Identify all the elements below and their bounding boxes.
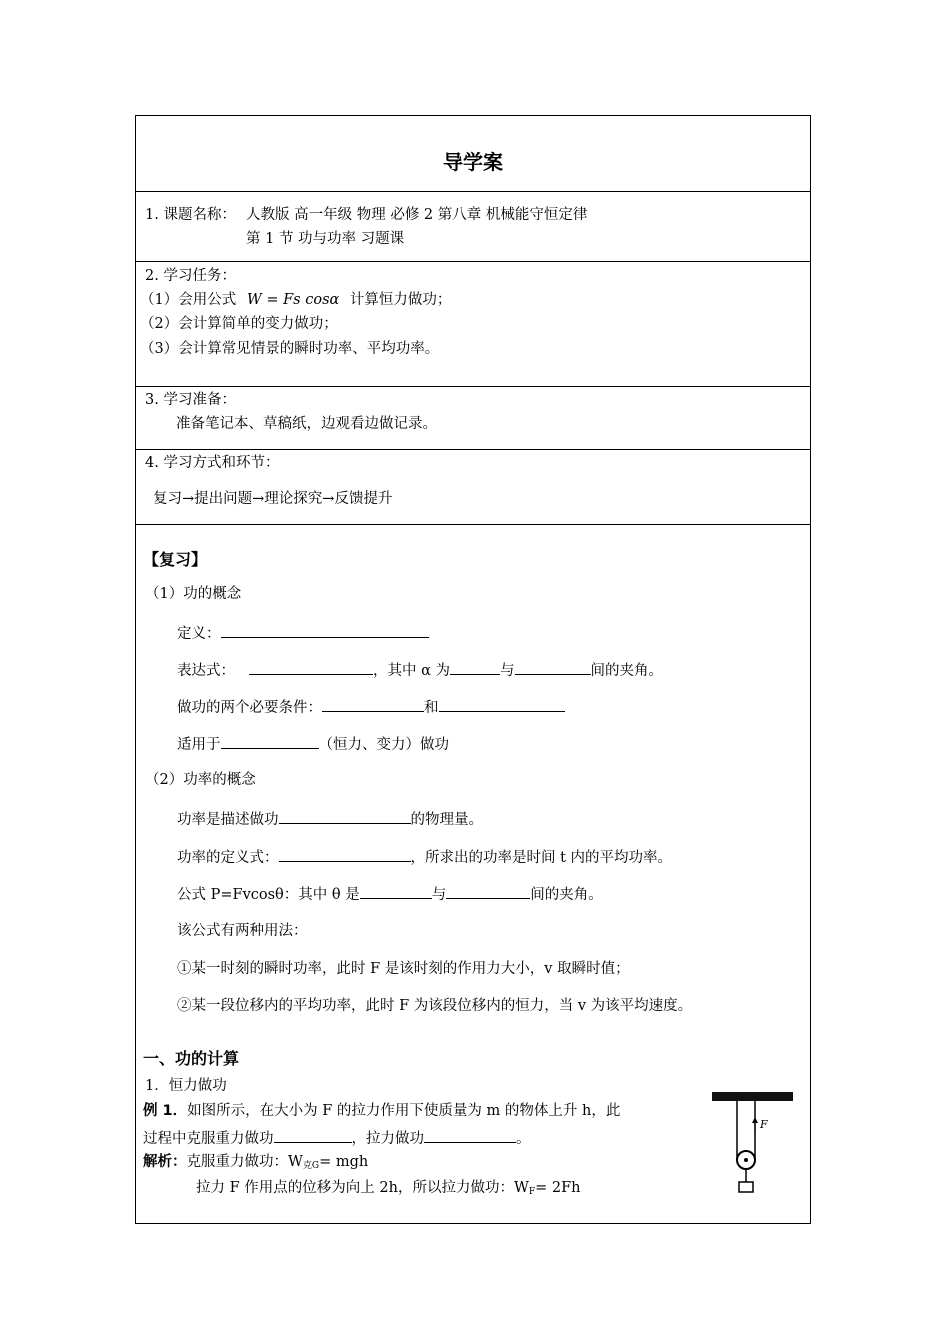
gravity-work-blank[interactable] (274, 1128, 352, 1143)
section1-heading: 一、功的计算 (143, 1049, 240, 1068)
review-heading: 【复习】 (143, 550, 208, 569)
apply-end: （恒力、变力）做功 (318, 737, 449, 753)
power-def-line (177, 847, 672, 867)
apply-label: 适用于 (177, 737, 221, 753)
mass-block (739, 1182, 753, 1192)
pulley-figure (710, 1090, 795, 1200)
task1-formula: W = Fs cosα (246, 292, 340, 308)
task-item-3: （3）会计算常见情景的瞬时功率、平均功率。 (140, 341, 440, 357)
example-line-2 (143, 1128, 531, 1148)
use-1: ①某一时刻的瞬时功率，此时 F 是该时刻的作用力大小，v 取瞬时值； (177, 961, 630, 977)
force-label: F (760, 1118, 768, 1131)
cond-label: 做功的两个必要条件： (177, 700, 322, 716)
task-item-1 (140, 291, 451, 309)
cond-and: 和 (424, 700, 439, 716)
section1-sub: 1．恒力做功 (145, 1078, 227, 1094)
task-item-2: （2）会计算简单的变力做功； (140, 316, 338, 332)
power-desc-b: 的物理量。 (410, 812, 483, 828)
formula-line (177, 884, 603, 904)
solution-line-1 (143, 1153, 368, 1175)
cond-blank-2[interactable] (439, 697, 565, 712)
solution-2-subscript: F (528, 1187, 536, 1197)
theta-blank-2[interactable] (446, 884, 530, 899)
def-line (177, 623, 429, 643)
prep-text: 准备笔记本、草稿纸，边观看边做记录。 (176, 416, 437, 432)
power-def-b: ，所求出的功率是时间 t 内的平均功率。 (410, 850, 673, 866)
theta-blank-1[interactable] (360, 884, 432, 899)
formula-a: 公式 P=Fvcosθ：其中 θ 是 (177, 887, 360, 903)
def-blank[interactable] (221, 623, 429, 638)
course-line2: 第 1 节 功与功率 习题课 (246, 231, 405, 247)
expr-blank[interactable] (249, 660, 373, 675)
power-def-blank[interactable] (279, 847, 411, 862)
example-text-b3: 。 (516, 1131, 531, 1147)
expr-mid: ，其中 α 为 (373, 663, 451, 679)
solution-1-subscript: 克G (302, 1161, 320, 1171)
alpha-blank-1[interactable] (450, 660, 500, 675)
task1-prefix: （1）会用公式 (140, 292, 237, 308)
method-text: 复习→提出问题→理论探究→反馈提升 (153, 491, 393, 507)
prep-label: 3. 学习准备： (145, 392, 236, 408)
solution-1a: 克服重力做功：W (186, 1154, 303, 1170)
tasks-label: 2. 学习任务： (145, 268, 236, 284)
method-label: 4. 学习方式和环节： (145, 455, 280, 471)
expr-line (177, 660, 663, 680)
formula-end: 间的夹角。 (530, 887, 603, 903)
course-row (136, 192, 810, 262)
solution-1b: = mgh (319, 1154, 369, 1170)
example-text-b2: ，拉力做功 (351, 1131, 424, 1147)
cond-line (177, 697, 565, 717)
expr-label: 表达式： (177, 663, 235, 679)
course-label: 1. 课题名称： (145, 207, 236, 223)
power-def-a: 功率的定义式： (177, 850, 279, 866)
example-text-a: 如图所示，在大小为 F 的拉力作用下使质量为 m 的物体上升 h，此 (187, 1103, 621, 1119)
def-label: 定义： (177, 626, 221, 642)
solution-label: 解析： (143, 1154, 187, 1170)
example-line-1 (143, 1102, 620, 1120)
example-text-b1: 过程中克服重力做功 (143, 1131, 274, 1147)
pulley-axle (744, 1158, 748, 1162)
task1-suffix: 计算恒力做功； (349, 292, 452, 308)
apply-blank[interactable] (221, 734, 319, 749)
ceiling-bar (712, 1092, 793, 1101)
power-desc-blank[interactable] (279, 809, 411, 824)
apply-line (177, 734, 449, 754)
example-label: 例 1． (143, 1103, 188, 1119)
expr-end: 间的夹角。 (590, 663, 664, 679)
two-uses: 该公式有两种用法： (177, 923, 308, 939)
power-desc-a: 功率是描述做功 (177, 812, 279, 828)
force-arrow-head (752, 1117, 758, 1123)
page-title: 导学案 (443, 150, 503, 174)
title-row (136, 116, 810, 192)
cond-blank-1[interactable] (322, 697, 424, 712)
use-2: ②某一段位移内的平均功率，此时 F 为该段位移内的恒力，当 v 为该平均速度。 (177, 998, 693, 1014)
alpha-blank-2[interactable] (515, 660, 591, 675)
formula-and: 与 (431, 887, 447, 903)
solution-line-2 (196, 1179, 581, 1201)
course-line1: 人教版 高一年级 物理 必修 2 第八章 机械能守恒定律 (246, 207, 588, 223)
solution-2b: = 2Fh (535, 1180, 581, 1196)
power-concept: （2）功率的概念 (145, 772, 256, 788)
solution-2a: 拉力 F 作用点的位移为向上 2h，所以拉力做功：W (196, 1180, 529, 1196)
work-concept: （1）功的概念 (145, 586, 242, 602)
expr-and: 与 (500, 663, 515, 679)
pull-work-blank[interactable] (424, 1128, 516, 1143)
power-desc-line (177, 809, 483, 829)
